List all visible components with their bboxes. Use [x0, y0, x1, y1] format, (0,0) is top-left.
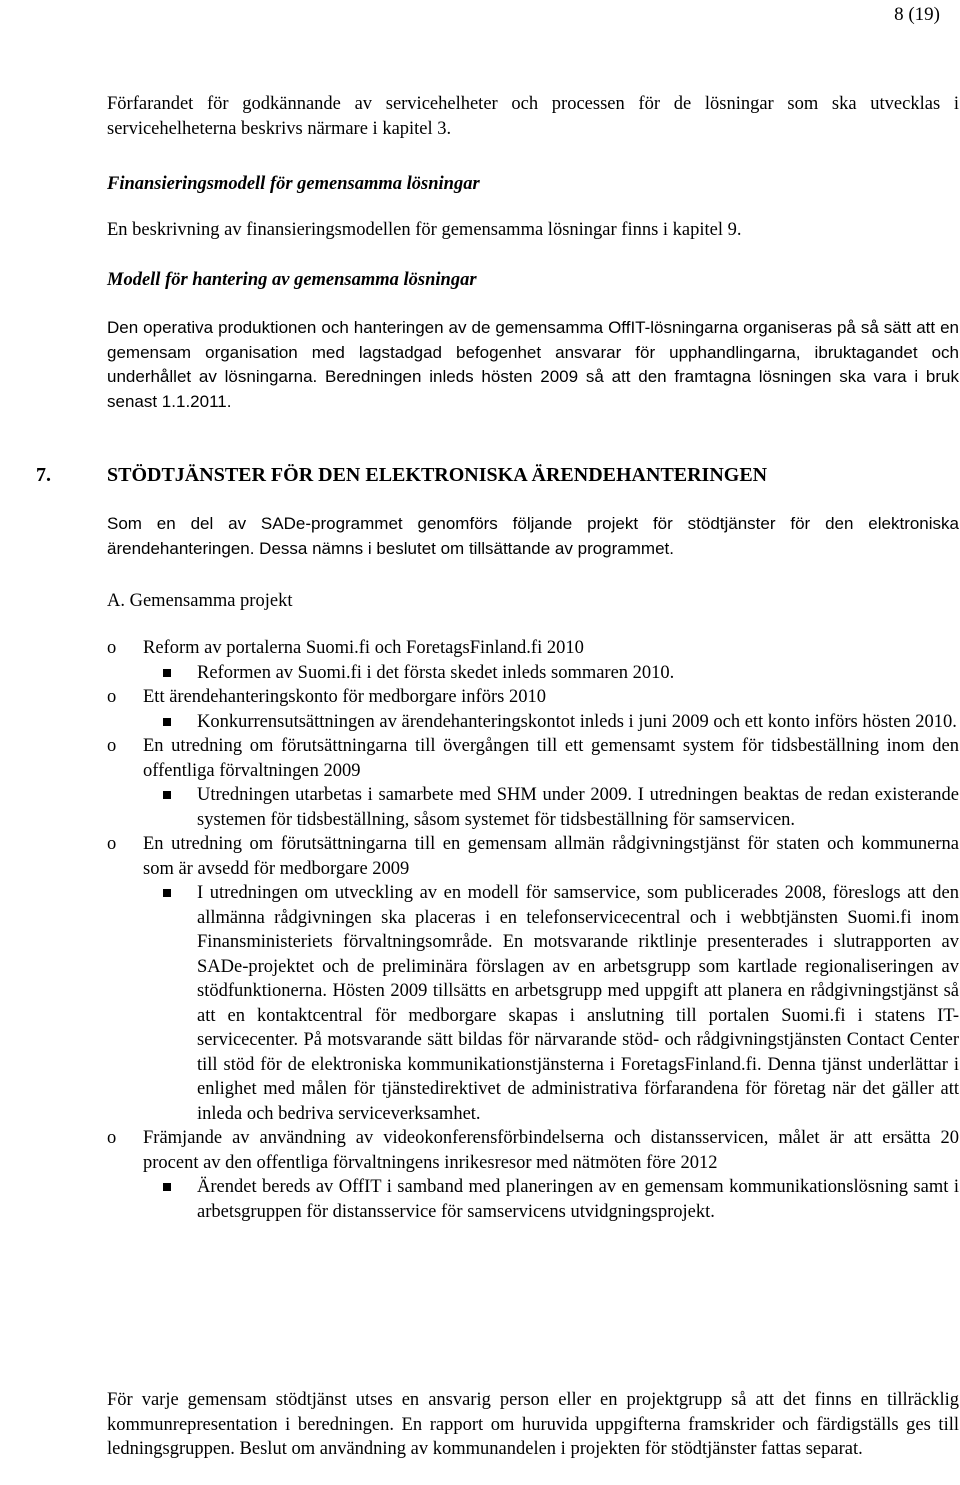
sub-item	[107, 881, 959, 1126]
list-item	[107, 1126, 959, 1224]
list-bullet: o	[107, 1128, 117, 1148]
list-item-text: Ett ärendehanteringskonto för medborgare införs 2010	[143, 687, 546, 707]
list-item-text: Främjande av användning av videokonferensförbindelserna och distansservicen, målet är att ersätta 20 procent av den offentliga förvaltningens inrikesresor med nätmöten före 2012	[143, 1128, 959, 1173]
page-number: 8 (19)	[894, 4, 940, 25]
square-bullet-icon	[163, 718, 171, 726]
finansieringsmodell-paragraph: En beskrivning av finansieringsmodellen för gemensamma lösningar finns i kapitel 9.	[107, 220, 742, 240]
list-item	[107, 685, 959, 734]
final-paragraph: För varje gemensam stödtjänst utses en ansvarig person eller en projektgrupp så att det finns en tillräcklig kommunrepresentation i beredningen. En rapport om huruvida uppgifterna framskrider och färdigställs ges till ledningsgruppen. Beslut om användning av kommunandelen i projekten för stödtjänster fattas separat.	[107, 1390, 959, 1459]
modell-paragraph: Den operativa produktionen och hanteringen av de gemensamma OffIT-lösningarna organiseras på så sätt att en gemensam organisation med lagstadgad befogenhet ansvarar för upphandlingarna, ibruktagandet och underhållet av lösningarna. Beredningen inleds hösten 2009 så att den framtagna lösningen ska vara i bruk senast 1.1.2011.	[107, 318, 959, 411]
sub-item	[107, 783, 959, 832]
list-item	[107, 734, 959, 832]
list-bullet: o	[107, 638, 117, 658]
square-bullet-icon	[163, 889, 171, 897]
sub-item	[107, 661, 959, 686]
sub-item-text: Utredningen utarbetas i samarbete med SHM under 2009. I utredningen beaktas de redan existerande systemen för tidsbeställning, såsom systemet för tidsbeställning för samservicen.	[197, 785, 959, 830]
sub-item-text: Konkurrensutsättningen av ärendehanteringskontot inleds i juni 2009 och ett konto införs hösten 2010.	[197, 711, 957, 732]
square-bullet-icon	[163, 1183, 171, 1191]
sub-item	[107, 1175, 959, 1224]
list-item-text: Reform av portalerna Suomi.fi och ForetagsFinland.fi 2010	[143, 638, 584, 658]
square-bullet-icon	[163, 669, 171, 677]
sub-item-text: I utredningen om utveckling av en modell för samservice, som publicerades 2008, föreslogs att den allmänna rådgivningen ska placeras i en telefonservicecentral och i webbtjänsten Suomi.fi inom Finansministeriets förvaltningsområde. En motsvarande riktlinje presenterades i slutrapporten av SADe-projektet och de preliminära förslagen av en arbetsgrupp som kartlade regionaliseringen av stödfunktionerna. Hösten 2009 tillsätts en arbetsgrupp med uppgift att planera en rådgivningstjänst så att en kontaktcentral för medborgare skapas i anslutning till portalen Suomi.fi i statens IT-servicecenter. På motsvarande sätt bildas för närvarande stöd- och rådgivningstjänsten Contact Center till stöd för de elektroniska kommunikationstjänsterna i ForetagsFinland.fi. Denna tjänst underlättar i enlighet med målen för tjänstedirektivet de administrativa förfarandena för företag när det gäller att inleda och bedriva serviceverksamhet.	[197, 883, 959, 1124]
sade-paragraph: Som en del av SADe-programmet genomförs följande projekt för stödtjänster för den elektroniska ärendehanteringen. Dessa nämns i beslutet om tillsättande av programmet.	[107, 514, 959, 558]
list-item	[107, 636, 959, 685]
sub-item-text: Reformen av Suomi.fi i det första skedet inleds sommaren 2010.	[197, 662, 675, 683]
list-bullet: o	[107, 687, 117, 707]
sub-item-text: Ärendet bereds av OffIT i samband med planeringen av en gemensam kommunikationslösning samt i arbetsgruppen för distansservice för samservicens utvidgningsprojekt.	[197, 1177, 959, 1222]
list-item	[107, 832, 959, 1126]
heading-gemensamma-projekt: A. Gemensamma projekt	[107, 591, 293, 611]
square-bullet-icon	[163, 791, 171, 799]
section-number: 7.	[36, 464, 51, 486]
intro-paragraph: Förfarandet för godkännande av servicehelheter och processen för de lösningar som ska utvecklas i servicehelheterna beskrivs närmare i kapitel 3.	[107, 94, 959, 139]
list-item-text: En utredning om förutsättningarna till övergången till ett gemensamt system för tidsbeställning inom den offentliga förvaltningen 2009	[143, 736, 959, 781]
list-item-text: En utredning om förutsättningarna till en gemensam allmän rådgivningstjänst för staten och kommunerna som är avsedd för medborgare 2009	[143, 834, 959, 879]
project-list	[107, 636, 959, 1224]
sub-item	[107, 710, 959, 735]
heading-finansieringsmodell: Finansieringsmodell för gemensamma lösningar	[107, 174, 480, 194]
section-title: STÖDTJÄNSTER FÖR DEN ELEKTRONISKA ÄRENDEHANTERINGEN	[107, 464, 768, 486]
list-bullet: o	[107, 736, 117, 756]
list-bullet: o	[107, 834, 117, 854]
heading-modell: Modell för hantering av gemensamma lösningar	[107, 270, 477, 290]
